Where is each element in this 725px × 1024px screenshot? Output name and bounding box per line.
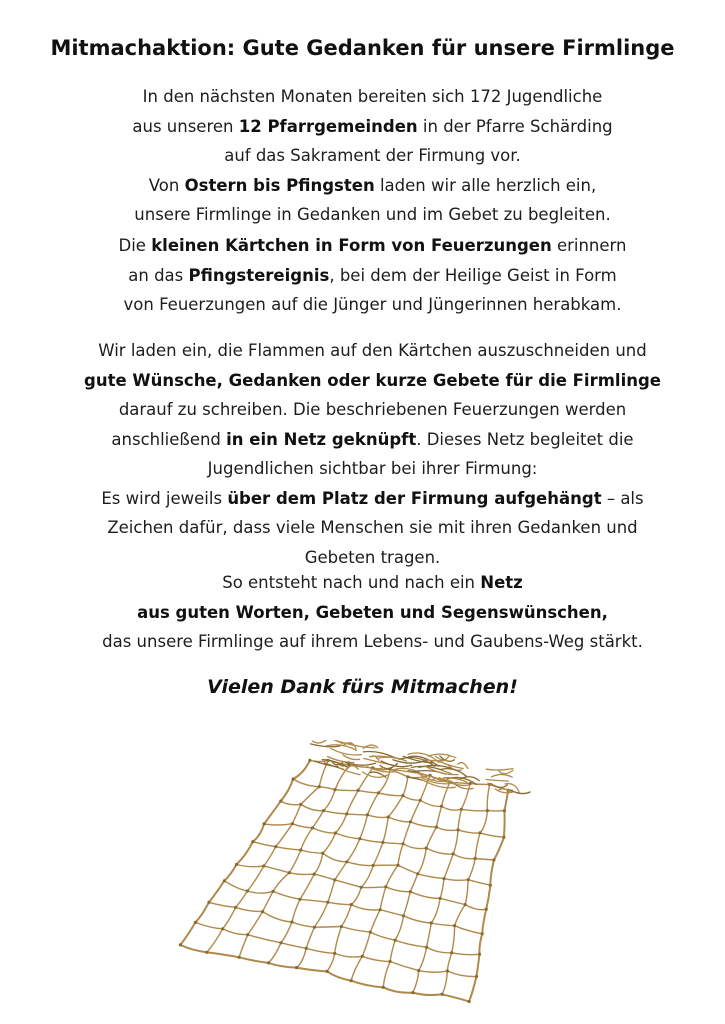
text-line <box>20 141 725 171</box>
thank-you-line: Vielen Dank fürs Mitmachen! <box>207 676 518 698</box>
net-knot <box>486 809 489 812</box>
text-span: Zeichen dafür, dass viele Menschen sie mit ihren Gedanken und <box>107 518 638 537</box>
net-knot <box>467 878 470 881</box>
text-line <box>20 568 725 598</box>
net-knot <box>442 877 445 880</box>
bold-span: aus guten Worten, Gebeten und Segenswünschen, <box>137 602 608 622</box>
net-knot <box>326 970 329 973</box>
net-knot <box>333 952 336 955</box>
text-span: . Dieses Netz begleitet die <box>416 429 634 449</box>
net-knot <box>452 852 455 855</box>
net-knot <box>358 837 361 840</box>
net-knot <box>369 931 372 934</box>
net-knot <box>350 903 353 906</box>
text-line <box>20 425 725 455</box>
text-span: darauf zu schreiben. Die beschriebenen Feuerzungen werden <box>118 400 627 419</box>
net-knot <box>366 813 369 816</box>
text-span: Die <box>118 236 152 255</box>
net-knot <box>313 873 316 876</box>
net-knot <box>481 932 484 935</box>
text-line <box>20 484 725 514</box>
twine-strand <box>492 774 513 777</box>
net-knot <box>292 777 295 780</box>
twine-strand <box>327 745 357 751</box>
twine-strand <box>499 771 513 774</box>
net-knot <box>291 822 294 825</box>
text-span: laden wir alle herzlich ein, <box>374 175 597 195</box>
text-line <box>20 171 725 201</box>
net-knot <box>440 805 443 808</box>
net-knot <box>333 878 336 881</box>
text-line <box>20 200 725 230</box>
text-span: anschließend <box>111 429 227 449</box>
net-knot <box>489 884 492 887</box>
net-knot <box>267 961 270 964</box>
net-knot <box>387 815 390 818</box>
net-illustration <box>165 740 565 1010</box>
twine-strand <box>209 902 480 954</box>
net-knot <box>295 966 298 969</box>
net-knot <box>345 812 348 815</box>
net-knot <box>179 943 182 946</box>
net-knot <box>396 864 399 867</box>
text-line <box>20 231 725 261</box>
text-line <box>20 261 725 291</box>
text-span: auf das Sakrament der Firmung vor. <box>224 146 521 165</box>
twine-strand <box>351 775 430 980</box>
net-knot <box>321 852 324 855</box>
net-knot <box>326 901 329 904</box>
net-knot <box>246 933 249 936</box>
net-knot <box>246 889 249 892</box>
text-line <box>20 395 725 425</box>
bold-span: kleinen Kärtchen in Form von Feuerzungen <box>151 236 552 255</box>
net-knot <box>478 831 481 834</box>
text-line <box>20 366 725 396</box>
net-knot <box>298 898 301 901</box>
bold-span: Pfingstereignis <box>188 265 330 285</box>
net-knot <box>372 864 375 867</box>
net-knot <box>238 956 241 959</box>
twine-strand <box>180 760 310 945</box>
net-roll-photo <box>165 740 565 1010</box>
net-knot <box>394 939 397 942</box>
twine-strand <box>335 740 352 744</box>
net-knot <box>457 828 460 831</box>
net-knot <box>357 789 360 792</box>
net-knot <box>305 947 308 950</box>
pentecost-paragraph <box>20 231 725 320</box>
net-knot <box>221 927 224 930</box>
twine-strand <box>207 760 328 952</box>
text-span: Wir laden ein, die Flammen auf den Kärtchen auszuschneiden und <box>98 341 647 360</box>
net-knot <box>502 836 505 839</box>
net-knot <box>425 946 428 949</box>
text-line <box>20 290 725 320</box>
text-line <box>20 112 725 142</box>
net-knot <box>475 975 478 978</box>
text-line <box>20 598 725 628</box>
net-knot <box>263 822 266 825</box>
net-knot <box>234 906 237 909</box>
net-knot <box>401 842 404 845</box>
text-span: von Feuerzungen auf die Jünger und Jüngerinnen herabkam. <box>123 295 622 314</box>
net-knot <box>450 951 453 954</box>
bold-span: gute Wünsche, Gedanken oder kurze Gebete für die Firmlinge <box>84 370 661 390</box>
twine-strand <box>442 785 490 995</box>
page-title: Mitmachaktion: Gute Gedanken für unsere Firmlinge <box>50 36 675 60</box>
twine-strand <box>312 740 326 743</box>
text-span: Gebeten tragen. <box>304 547 441 567</box>
net-knot <box>478 953 481 956</box>
bold-span: in ein Netz geknüpft <box>226 429 417 449</box>
net-knot <box>333 788 336 791</box>
text-span: – als <box>601 488 644 508</box>
net-knot <box>311 826 314 829</box>
net-knot <box>299 848 302 851</box>
net-knot <box>290 920 293 923</box>
twine-strand <box>486 769 513 770</box>
net-knot <box>288 871 291 874</box>
twine-strand <box>469 790 508 1001</box>
bold-span: 12 Pfarrgemeinden <box>238 116 418 136</box>
net-knot <box>417 969 420 972</box>
closing-paragraph <box>20 568 725 657</box>
net-knot <box>377 791 380 794</box>
text-line <box>20 513 725 543</box>
bold-span: über dem Platz der Firmung aufgehängt <box>227 488 602 508</box>
net-knot <box>223 879 226 882</box>
net-knot <box>194 921 197 924</box>
net-knot <box>441 993 444 996</box>
text-span: erinnern <box>551 236 627 255</box>
net-knot <box>382 986 385 989</box>
net-knot <box>318 785 321 788</box>
net-knot <box>279 941 282 944</box>
net-knot <box>381 841 384 844</box>
net-knot <box>345 860 348 863</box>
net-knot <box>235 863 238 866</box>
net-knot <box>360 886 363 889</box>
net-knot <box>409 820 412 823</box>
net-knot <box>334 831 337 834</box>
net-knot <box>308 759 311 762</box>
net-roll <box>311 740 531 794</box>
instructions-paragraph <box>20 336 725 572</box>
twine-strand <box>196 922 477 976</box>
bold-span: Netz <box>480 573 523 592</box>
text-span: Es wird jeweils <box>101 488 228 508</box>
twine-strand <box>486 780 508 782</box>
net-mesh <box>179 759 510 1003</box>
net-knot <box>474 857 477 860</box>
twine-strand <box>375 768 384 769</box>
net-knot <box>416 872 419 875</box>
net-knot <box>340 925 343 928</box>
net-knot <box>425 847 428 850</box>
net-knot <box>402 914 405 917</box>
net-knot <box>503 809 506 812</box>
net-knot <box>453 924 456 927</box>
text-line <box>20 627 725 657</box>
net-knot <box>411 991 414 994</box>
net-knot <box>379 908 382 911</box>
net-knot <box>272 890 275 893</box>
net-knot <box>485 908 488 911</box>
net-knot <box>274 845 277 848</box>
text-span: Jugendlichen sichtbar bei ihrer Firmung: <box>207 459 538 478</box>
text-span: , bei dem der Heilige Geist in Form <box>329 265 617 285</box>
net-knot <box>313 926 316 929</box>
text-span: So entsteht nach und nach ein <box>222 573 481 592</box>
net-knot <box>468 1000 471 1003</box>
net-knot <box>384 885 387 888</box>
text-line <box>20 336 725 366</box>
net-knot <box>299 803 302 806</box>
intro-paragraph <box>20 82 725 230</box>
net-knot <box>430 921 433 924</box>
net-knot <box>439 897 442 900</box>
net-knot <box>460 808 463 811</box>
net-knot <box>446 969 449 972</box>
net-knot <box>419 799 422 802</box>
net-knot <box>435 826 438 829</box>
twine-strand <box>281 801 504 837</box>
net-knot <box>361 955 364 958</box>
net-knot <box>350 979 353 982</box>
twine-strand <box>413 784 470 993</box>
net-knot <box>205 951 208 954</box>
text-span: In den nächsten Monaten bereiten sich 172 Jugendliche <box>142 87 603 106</box>
twine-strand <box>239 765 349 957</box>
text-line <box>20 82 725 112</box>
text-span: in der Pfarre Schärding <box>417 116 613 136</box>
net-knot <box>401 794 404 797</box>
twine-strand <box>383 782 450 987</box>
text-span: das unsere Firmlinge auf ihrem Lebens- und Gaubens-Weg stärkt. <box>102 632 643 651</box>
bold-span: Ostern bis Pfingsten <box>184 175 375 195</box>
net-knot <box>322 809 325 812</box>
net-knot <box>251 840 254 843</box>
net-knot <box>261 910 264 913</box>
net-knot <box>492 858 495 861</box>
text-span: unsere Firmlinge in Gedanken und im Gebet zu begleiten. <box>134 205 611 224</box>
twine-strand <box>224 881 482 934</box>
text-span: an das <box>128 265 189 285</box>
net-knot <box>409 890 412 893</box>
net-knot <box>262 864 265 867</box>
text-line <box>20 454 725 484</box>
net-knot <box>389 960 392 963</box>
text-span: aus unseren <box>132 116 239 136</box>
twine-strand <box>297 769 391 968</box>
net-knot <box>279 800 282 803</box>
net-knot <box>464 903 467 906</box>
net-knot <box>207 901 210 904</box>
twine-strand <box>331 749 362 755</box>
text-span: Von <box>148 175 185 195</box>
